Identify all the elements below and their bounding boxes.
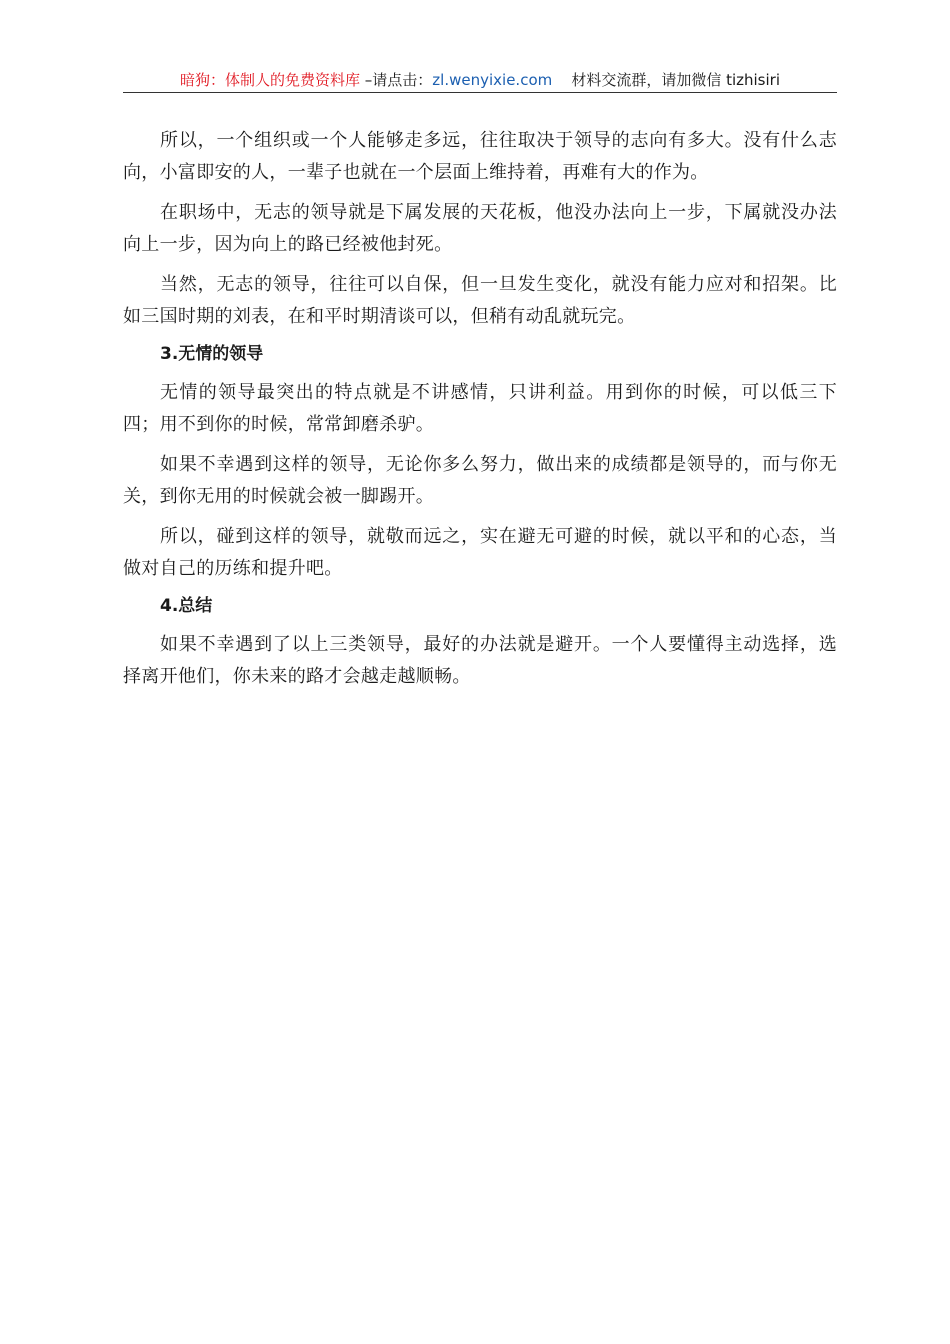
page-header bbox=[123, 68, 837, 93]
header-wechat-note: 材料交流群，请加微信 tizhisiri bbox=[571, 71, 780, 89]
paragraph: 当然，无志的领导，往往可以自保，但一旦发生变化，就没有能力应对和招架。比如三国时期的刘表，在和平时期清谈可以，但稍有动乱就玩完。 bbox=[123, 274, 837, 327]
section-heading: 4.总结 bbox=[160, 596, 213, 616]
paragraph: 所以，一个组织或一个人能够走多远，往往取决于领导的志向有多大。没有什么志向，小富即安的人，一辈子也就在一个层面上维持着，再难有大的作为。 bbox=[123, 130, 837, 183]
document-body bbox=[123, 125, 837, 701]
paragraph: 无情的领导最突出的特点就是不讲感情，只讲利益。用到你的时候，可以低三下四；用不到你的时候，常常卸磨杀驴。 bbox=[123, 382, 837, 435]
paragraph: 在职场中，无志的领导就是下属发展的天花板，他没办法向上一步，下属就没办法向上一步，因为向上的路已经被他封死。 bbox=[123, 202, 837, 255]
header-url-link[interactable]: zl.wenyixie.com bbox=[432, 71, 553, 89]
paragraph: 所以，碰到这样的领导，就敬而远之，实在避无可避的时候，就以平和的心态，当做对自己的历练和提升吧。 bbox=[123, 526, 837, 579]
header-click-prefix: –请点击： bbox=[360, 71, 433, 89]
header-brand: 暗狗：体制人的免费资料库 bbox=[180, 71, 361, 89]
paragraph: 如果不幸遇到了以上三类领导，最好的办法就是避开。一个人要懂得主动选择，选择离开他们，你未来的路才会越走越顺畅。 bbox=[123, 634, 837, 687]
paragraph: 如果不幸遇到这样的领导，无论你多么努力，做出来的成绩都是领导的，而与你无关，到你无用的时候就会被一脚踢开。 bbox=[123, 454, 837, 507]
section-heading: 3.无情的领导 bbox=[160, 344, 264, 364]
